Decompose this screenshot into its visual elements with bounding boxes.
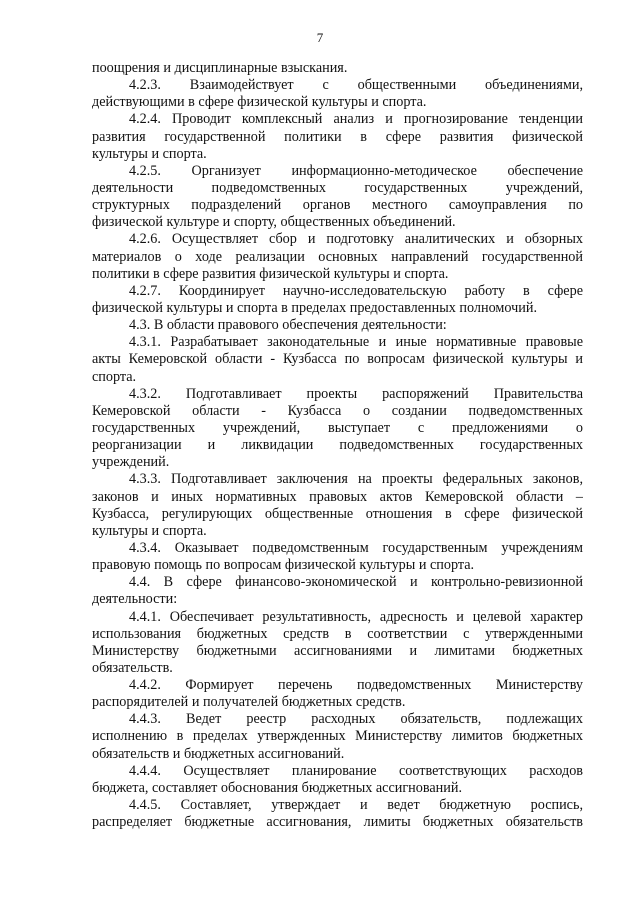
text-line: 4.2.7. Координирует научно-исследовательскую работу в сфере (129, 282, 583, 299)
text-line: культуры и спорта. (92, 145, 207, 162)
text-line: 4.2.5. Организует информационно-методическое обеспечение (129, 162, 583, 179)
text-line: 4.4.1. Обеспечивает результативность, адресность и целевой характер (129, 608, 583, 625)
text-line: Кемеровской области - Кузбасса о создании подведомственных (92, 402, 583, 419)
text-line: культуры и спорта. (92, 522, 207, 539)
text-line: поощрения и дисциплинарные взыскания. (92, 60, 348, 76)
text-line: реорганизации и ликвидации подведомственных государственных (92, 437, 583, 454)
text-line: физической культуре и спорту, общественных объединений. (92, 214, 456, 231)
text-line: 4.3.3. Подготавливает заключения на проекты федеральных законов, (129, 471, 583, 488)
text-line: 4.2.6. Осуществляет сбор и подготовку аналитических и обзорных (129, 231, 583, 248)
text-line: исполнению в пределах утвержденных Министерству лимитов бюджетных (92, 728, 583, 745)
text-line: 4.4.4. Осуществляет планирование соответствующих расходов (129, 762, 583, 779)
text-line: обязательств. (92, 659, 173, 676)
text-line: обязательств и бюджетных ассигнований. (92, 745, 345, 762)
text-line: действующими в сфере физической культуры и спорта. (92, 94, 427, 111)
text-line: 4.2.4. Проводит комплексный анализ и прогнозирование тенденции (129, 111, 583, 128)
text-line: политики в сфере развития физической культуры и спорта. (92, 265, 449, 282)
document-body (92, 60, 583, 831)
text-line: Министерству бюджетными ассигнованиями и лимитами бюджетных (92, 642, 583, 659)
text-line: структурных подразделений органов местного самоуправления по (92, 197, 583, 214)
text-line: правовую помощь по вопросам физической культуры и спорта. (92, 557, 475, 574)
text-line: развития государственной политики в сфере развития физической (92, 128, 583, 145)
text-line: 4.3.2. Подготавливает проекты распоряжений Правительства (129, 385, 583, 402)
text-line: 4.4. В сфере финансово-экономической и контрольно-ревизионной (129, 574, 583, 591)
text-line: законов и иных нормативных правовых актов Кемеровской области – (92, 488, 583, 505)
text-line: 4.3. В области правового обеспечения деятельности: (129, 317, 447, 334)
text-line: 4.4.5. Составляет, утверждает и ведет бюджетную роспись, (129, 797, 583, 814)
text-line: деятельности: (92, 591, 178, 608)
text-line: использования бюджетных средств в соответствии с утвержденными (92, 625, 583, 642)
text-line: Кузбасса, регулирующих общественные отношения в сфере физической (92, 505, 583, 522)
text-line: акты Кемеровской области - Кузбасса по вопросам физической культуры и (92, 351, 583, 368)
text-line: бюджета, составляет обоснования бюджетных ассигнований. (92, 779, 462, 796)
text-line: спорта. (92, 368, 137, 385)
text-line: государственных учреждений, выступает с предложениями о (92, 419, 583, 436)
text-line: 4.4.3. Ведет реестр расходных обязательств, подлежащих (129, 711, 583, 728)
text-line: учреждений. (92, 454, 170, 471)
text-line: распределяет бюджетные ассигнования, лимиты бюджетных обязательств (92, 814, 583, 831)
text-line: физической культуры и спорта в пределах предоставленных полномочий. (92, 299, 537, 316)
page-number: 7 (316, 30, 324, 45)
text-line: 4.2.3. Взаимодействует с общественными объединениями, (129, 77, 583, 94)
text-line: распорядителей и получателей бюджетных средств. (92, 694, 406, 711)
text-line: 4.3.1. Разрабатывает законодательные и иные нормативные правовые (129, 334, 583, 351)
text-line: деятельности подведомственных государственных учреждений, (92, 179, 583, 196)
text-line: 4.4.2. Формирует перечень подведомственных Министерству (129, 677, 583, 694)
text-line: материалов о ходе реализации основных направлений государственной (92, 248, 583, 265)
text-line: 4.3.4. Оказывает подведомственным государственным учреждениям (129, 539, 583, 556)
